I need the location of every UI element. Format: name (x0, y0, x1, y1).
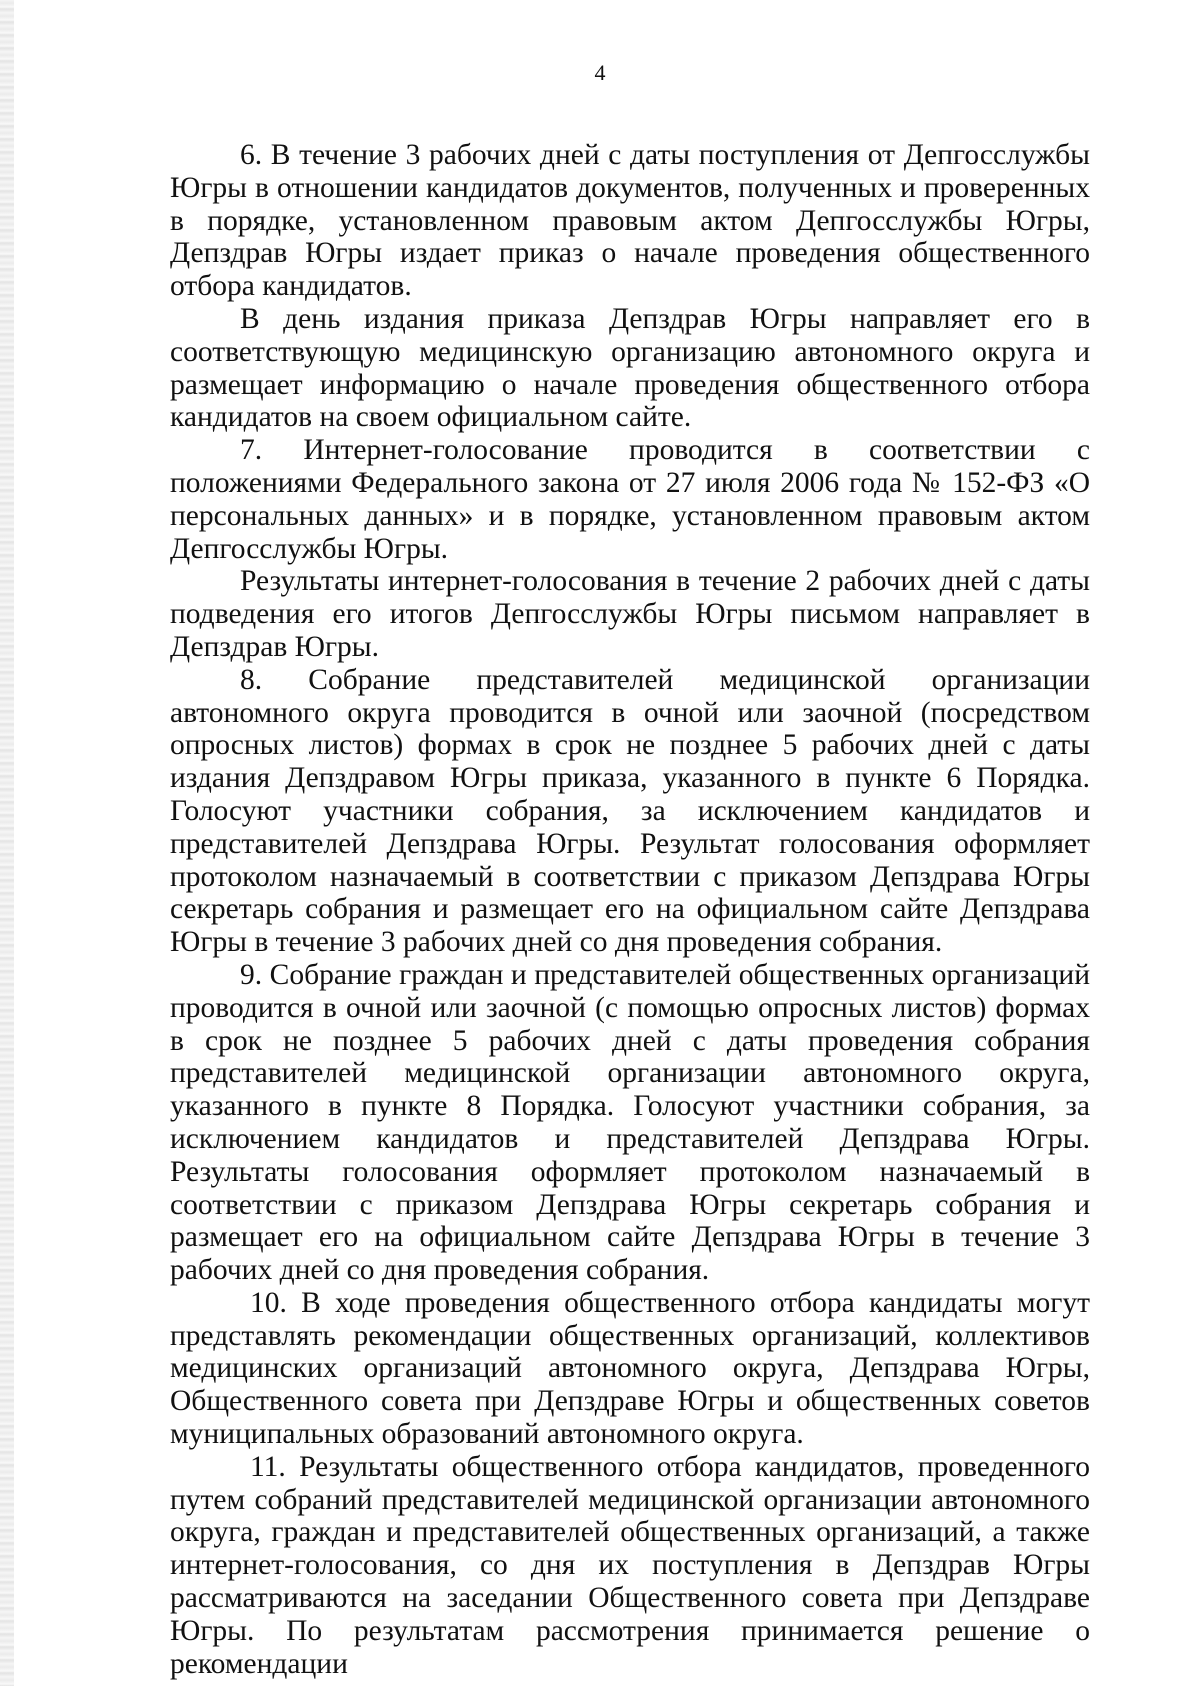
paragraph-item-9: 9. Собрание граждан и представителей общественных организаций проводится в очной или заочной (с помощью опросных листов) формах в срок не позднее 5 рабочих дней с даты проведения собрания представителей медицинской организации автономного округа, указанного в пункте 8 Порядка. Голосуют участники собрания, за исключением кандидатов и представителей Депздрава Югры. Результаты голосования оформляет протоколом назначаемый в соответствии с приказом Депздрава Югры секретарь собрания и размещает его на официальном сайте Депздрава Югры в течение 3 рабочих дней со дня проведения собрания. (170, 958, 1090, 1287)
document-body (170, 139, 1090, 1680)
paragraph-item-6: 6. В течение 3 рабочих дней с даты поступления от Депгосслужбы Югры в отношении кандидатов документов, полученных и проверенных в порядке, установленном правовым актом Депгосслужбы Югры, Депздрав Югры издает приказ о начале проведения общественного отбора кандидатов. (170, 139, 1090, 303)
paragraph-item-7: 7. Интернет-голосование проводится в соответствии с положениями Федерального закона от 27 июля 2006 года № 152-ФЗ «О персональных данных» и в порядке, установленном правовым актом Депгосслужбы Югры. (170, 434, 1090, 565)
paragraph-publication-notice: В день издания приказа Депздрав Югры направляет его в соответствующую медицинскую организацию автономного округа и размещает информацию о начале проведения общественного отбора кандидатов на своем официальном сайте. (170, 302, 1090, 434)
paragraph-voting-results: Результаты интернет-голосования в течение 2 рабочих дней с даты подведения его итогов Депгосслужбы Югры письмом направляет в Депздрав Югры. (170, 565, 1090, 663)
page-number: 4 (594, 60, 606, 85)
paragraph-item-11: 11. Результаты общественного отбора кандидатов, проведенного путем собраний представителей медицинской организации автономного округа, граждан и представителей общественных организаций, а также интернет-голосования, со дня их поступления в Депздрав Югры рассматриваются на заседании Общественного совета при Депздраве Югры. По результатам рассмотрения принимается решение о рекомендации (170, 1450, 1090, 1680)
paragraph-item-10: 10. В ходе проведения общественного отбора кандидаты могут представлять рекомендации общественных организаций, коллективов медицинских организаций автономного округа, Депздрава Югры, Общественного совета при Депздраве Югры и общественных советов муниципальных образований автономного округа. (170, 1286, 1090, 1451)
paragraph-item-8: 8. Собрание представителей медицинской организации автономного округа проводится в очной или заочной (посредством опросных листов) формах в срок не позднее 5 рабочих дней с даты издания Депздравом Югры приказа, указанного в пункте 6 Порядка. Голосуют участники собрания, за исключением кандидатов и представителей Депздрава Югры. Результат голосования оформляет протоколом назначаемый в соответствии с приказом Депздрава Югры секретарь собрания и размещает его на официальном сайте Депздрава Югры в течение 3 рабочих дней со дня проведения собрания. (170, 663, 1090, 959)
scan-edge-shadow (0, 0, 14, 1686)
